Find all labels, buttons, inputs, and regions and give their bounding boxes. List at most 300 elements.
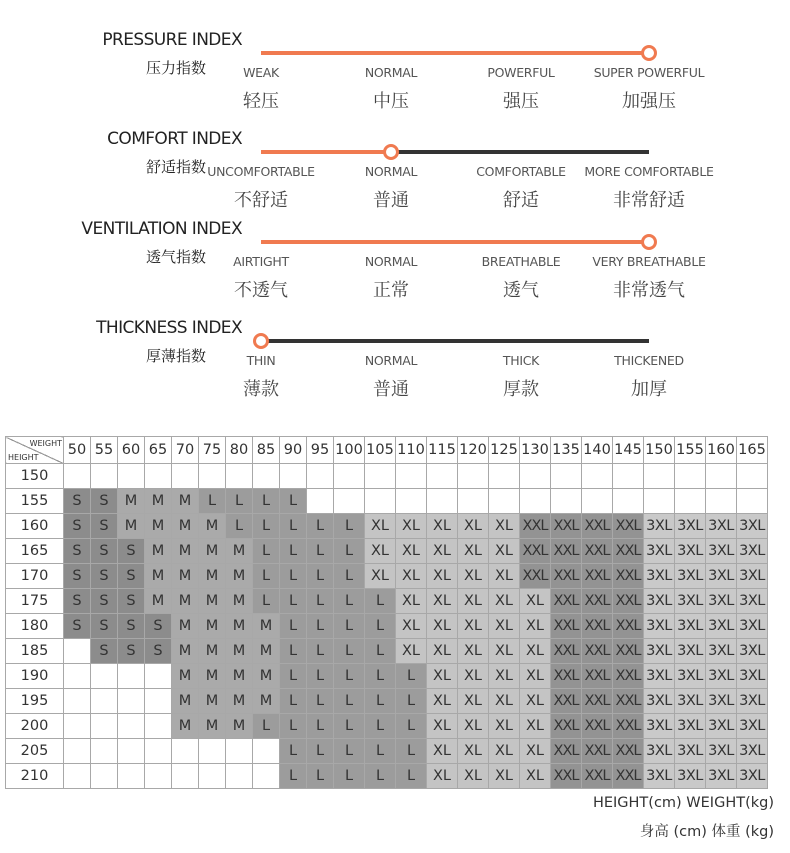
table-row [6,689,768,714]
size-cell: M [226,689,253,714]
size-cell: 3XL [737,564,768,589]
table-row [6,764,768,789]
size-cell [64,764,91,789]
size-cell: XL [427,539,458,564]
index-level-label-cn: 强压 [503,91,539,112]
size-cell: XL [396,639,427,664]
size-cell [172,764,199,789]
weight-header: 160 [706,437,737,464]
size-cell: 3XL [706,614,737,639]
index-level-label-cn: 非常舒适 [613,190,685,211]
index-track-filled [261,51,649,55]
size-cell: S [64,489,91,514]
size-cell: XL [458,739,489,764]
size-cell: XL [365,564,396,589]
height-header: 160 [6,514,64,539]
size-cell: L [396,739,427,764]
size-cell: 3XL [675,539,706,564]
size-cell: M [118,489,145,514]
weight-header: 80 [226,437,253,464]
height-header: 190 [6,664,64,689]
size-cell: 3XL [644,689,675,714]
size-cell: L [280,639,307,664]
size-cell: S [118,564,145,589]
size-cell: L [365,614,396,639]
size-cell [91,464,118,489]
index-level-label-cn: 加强压 [622,91,676,112]
size-cell: XXL [613,714,644,739]
size-cell: 3XL [737,589,768,614]
size-cell [253,464,280,489]
size-cell: M [226,539,253,564]
index-level-label-cn: 普通 [373,190,409,211]
size-cell: XL [427,714,458,739]
weight-header: 125 [489,437,520,464]
table-row [6,639,768,664]
size-cell: 3XL [737,764,768,789]
table-row [6,514,768,539]
size-cell: XL [396,514,427,539]
size-cell: L [307,664,334,689]
size-cell: M [226,589,253,614]
size-cell [145,764,172,789]
size-cell: XL [489,764,520,789]
size-cell: M [199,564,226,589]
size-cell [118,739,145,764]
size-cell [737,489,768,514]
index-title: PRESSURE INDEX [102,30,242,50]
size-cell: L [253,489,280,514]
size-cell: L [334,689,365,714]
size-cell [118,689,145,714]
weight-header: 95 [307,437,334,464]
corner-weight-label: WEIGHT [29,439,62,448]
size-cell: L [334,639,365,664]
size-cell: S [118,589,145,614]
index-level-label-cn: 中压 [373,91,409,112]
weight-header: 90 [280,437,307,464]
size-cell [706,464,737,489]
size-cell [582,489,613,514]
size-cell [172,739,199,764]
index-level-marker [383,144,399,160]
size-cell: L [365,739,396,764]
height-header: 170 [6,564,64,589]
size-cell: XXL [613,764,644,789]
size-cell: 3XL [706,639,737,664]
height-header: 165 [6,539,64,564]
size-cell: XXL [520,514,551,539]
size-cell: 3XL [644,514,675,539]
size-cell: M [199,714,226,739]
index-level-label-cn: 不舒适 [234,190,288,211]
height-header: 175 [6,589,64,614]
size-cell: XL [458,639,489,664]
size-cell: L [280,514,307,539]
weight-header: 85 [253,437,280,464]
size-cell: L [396,689,427,714]
size-cell: 3XL [706,514,737,539]
index-level-label: NORMAL [364,164,418,179]
size-cell: 3XL [737,714,768,739]
size-cell [427,464,458,489]
size-cell: 3XL [706,739,737,764]
size-cell: M [172,589,199,614]
size-cell [280,464,307,489]
size-cell: 3XL [644,564,675,589]
size-cell: L [253,714,280,739]
size-cell: M [172,489,199,514]
size-cell: XL [520,739,551,764]
weight-header: 130 [520,437,551,464]
weight-header: 75 [199,437,226,464]
size-cell: XL [427,514,458,539]
weight-header: 150 [644,437,675,464]
size-cell: L [334,589,365,614]
size-cell [365,489,396,514]
size-cell: S [91,564,118,589]
size-cell: L [253,564,280,589]
index-track-filled [261,150,391,154]
size-cell: XL [396,539,427,564]
weight-header: 55 [91,437,118,464]
size-cell: M [253,664,280,689]
size-cell [307,464,334,489]
size-cell: 3XL [644,539,675,564]
size-cell: M [199,639,226,664]
index-level-label: THICK [502,353,540,368]
size-cell: L [334,614,365,639]
size-cell [644,464,675,489]
size-cell: S [64,514,91,539]
table-row [6,589,768,614]
index-level-label: THIN [246,353,276,368]
size-cell [613,464,644,489]
height-header: 200 [6,714,64,739]
index-level-label: UNCOMFORTABLE [207,164,315,179]
size-cell: 3XL [675,589,706,614]
size-cell: 3XL [644,589,675,614]
size-cell: L [280,739,307,764]
size-cell: XL [427,739,458,764]
size-cell [396,464,427,489]
index-level-label-cn: 加厚 [631,379,667,400]
size-cell: M [199,539,226,564]
size-cell: XXL [551,714,582,739]
size-cell: XXL [613,664,644,689]
size-cell: L [334,714,365,739]
size-cell: XXL [582,639,613,664]
size-cell [199,764,226,789]
size-cell: XL [427,664,458,689]
size-cell: XL [489,714,520,739]
index-level-label-cn: 厚款 [503,379,539,400]
size-cell: XL [489,664,520,689]
size-cell: M [145,489,172,514]
size-cell [489,489,520,514]
size-cell: XL [458,614,489,639]
size-cell [64,639,91,664]
size-cell: M [199,664,226,689]
size-cell: M [172,539,199,564]
size-cell: XL [520,689,551,714]
index-level-label: SUPER POWERFUL [593,65,705,80]
size-cell: S [91,539,118,564]
size-cell: XXL [613,539,644,564]
size-cell: L [280,489,307,514]
size-cell: M [199,514,226,539]
size-cell: 3XL [706,589,737,614]
size-cell: XXL [613,739,644,764]
size-cell: M [199,589,226,614]
size-cell: XL [489,514,520,539]
size-cell [145,714,172,739]
size-cell: XL [520,764,551,789]
size-cell [64,714,91,739]
size-cell [675,489,706,514]
size-cell: XXL [613,639,644,664]
size-cell: XXL [551,539,582,564]
size-cell: S [64,589,91,614]
size-cell: L [334,564,365,589]
size-cell [64,464,91,489]
weight-header: 135 [551,437,582,464]
size-cell: XL [427,589,458,614]
size-cell: M [172,714,199,739]
index-level-label: VERY BREATHABLE [592,254,706,269]
size-chart-header-row [6,437,768,464]
size-cell [118,464,145,489]
size-cell: L [226,514,253,539]
size-cell: XL [489,639,520,664]
size-cell: XXL [551,639,582,664]
size-cell: 3XL [737,639,768,664]
size-cell: XL [520,639,551,664]
size-cell: L [307,739,334,764]
size-cell: 3XL [644,664,675,689]
size-cell: L [199,489,226,514]
size-cell: S [91,489,118,514]
size-cell: XXL [582,589,613,614]
size-cell: XL [489,589,520,614]
size-cell: XXL [613,564,644,589]
size-cell [706,489,737,514]
size-cell [199,464,226,489]
index-level-label-cn: 薄款 [243,379,279,400]
size-cell: XL [458,689,489,714]
size-cell: XXL [582,664,613,689]
footer-units-en: HEIGHT(cm) WEIGHT(kg) [592,795,774,811]
size-cell: 3XL [706,714,737,739]
size-cell: L [334,764,365,789]
weight-header: 140 [582,437,613,464]
weight-header: 50 [64,437,91,464]
size-cell: XL [427,764,458,789]
size-cell: S [91,614,118,639]
size-cell: XXL [582,714,613,739]
size-cell [334,489,365,514]
size-cell: L [307,639,334,664]
size-cell: L [307,614,334,639]
size-cell [199,739,226,764]
size-cell: L [253,514,280,539]
size-cell [118,664,145,689]
size-cell: XXL [582,614,613,639]
index-level-label: AIRTIGHT [233,254,289,269]
weight-header: 105 [365,437,396,464]
size-cell: XL [458,764,489,789]
index-track-empty [261,339,649,343]
index-level-label: MORE COMFORTABLE [584,164,714,179]
size-cell: XL [489,539,520,564]
size-cell [307,489,334,514]
size-cell: XL [396,564,427,589]
size-cell [145,739,172,764]
size-cell: XXL [582,689,613,714]
size-cell: 3XL [706,689,737,714]
index-level-label-cn: 舒适 [503,190,539,211]
size-cell: M [199,689,226,714]
index-title: THICKNESS INDEX [96,318,242,338]
size-cell: S [145,614,172,639]
size-cell [145,664,172,689]
size-cell: S [64,564,91,589]
size-cell [172,464,199,489]
size-cell: 3XL [737,539,768,564]
size-cell [118,714,145,739]
size-cell [145,464,172,489]
size-cell: M [226,564,253,589]
size-cell: M [145,564,172,589]
size-cell: M [172,689,199,714]
size-cell [613,489,644,514]
index-title-cn: 透气指数 [145,248,206,266]
size-cell: XL [458,589,489,614]
size-cell: L [396,714,427,739]
size-cell: XXL [613,514,644,539]
size-cell: L [307,589,334,614]
index-title-cn: 舒适指数 [145,158,206,176]
weight-header: 115 [427,437,458,464]
size-cell: XL [489,689,520,714]
index-level-label-cn: 轻压 [243,91,279,112]
size-cell: L [280,564,307,589]
index-level-label: POWERFUL [487,65,555,80]
size-cell: M [253,639,280,664]
size-cell: XL [520,714,551,739]
size-cell [675,464,706,489]
index-level-label: NORMAL [364,353,418,368]
size-cell [226,464,253,489]
size-chart-table [5,436,768,789]
size-cell: L [226,489,253,514]
size-cell: XXL [582,539,613,564]
size-cell [520,489,551,514]
size-cell: XXL [551,664,582,689]
size-cell [91,764,118,789]
table-row [6,714,768,739]
size-cell [91,689,118,714]
size-cell [91,739,118,764]
table-row [6,739,768,764]
size-cell: S [145,639,172,664]
size-cell [253,764,280,789]
size-cell: S [118,639,145,664]
footer-units-cn: 身高 (cm) 体重 (kg) [639,824,774,840]
size-cell: L [253,589,280,614]
size-cell: 3XL [675,714,706,739]
index-level-marker [641,234,657,250]
weight-header: 145 [613,437,644,464]
size-cell: XL [365,539,396,564]
index-title: VENTILATION INDEX [81,219,242,239]
size-cell: XL [520,664,551,689]
size-cell: M [226,664,253,689]
size-cell: M [172,639,199,664]
table-row [6,664,768,689]
size-cell [396,489,427,514]
size-cell: XL [458,539,489,564]
size-cell: XL [365,514,396,539]
height-header: 180 [6,614,64,639]
size-cell [64,664,91,689]
index-level-marker [641,45,657,61]
index-level-label-cn: 透气 [503,280,539,301]
index-level-label: THICKENED [614,353,684,368]
size-cell [91,714,118,739]
index-title-cn: 厚薄指数 [145,347,206,365]
size-cell: XL [489,564,520,589]
size-cell: XXL [551,764,582,789]
size-cell: XXL [613,614,644,639]
size-cell: 3XL [675,764,706,789]
size-cell: 3XL [675,639,706,664]
size-cell [551,464,582,489]
size-cell: XXL [551,589,582,614]
size-cell [226,764,253,789]
size-cell: XL [427,614,458,639]
size-cell: XXL [613,589,644,614]
size-cell: 3XL [706,564,737,589]
size-cell: M [172,514,199,539]
size-cell: XXL [551,689,582,714]
size-cell: M [172,664,199,689]
weight-header: 155 [675,437,706,464]
size-cell: XL [427,564,458,589]
size-cell: L [280,589,307,614]
size-cell [489,464,520,489]
size-cell: L [307,539,334,564]
index-level-label-cn: 普通 [373,379,409,400]
size-cell: M [145,514,172,539]
size-cell [334,464,365,489]
size-cell: XL [396,589,427,614]
size-cell: L [365,589,396,614]
weight-header: 100 [334,437,365,464]
size-cell: 3XL [706,764,737,789]
size-cell: M [172,564,199,589]
size-cell: S [91,514,118,539]
size-cell [145,689,172,714]
table-row [6,464,768,489]
size-cell: L [365,689,396,714]
index-level-label: NORMAL [364,65,418,80]
corner-height-label: HEIGHT [8,453,39,462]
size-cell: 3XL [675,514,706,539]
size-cell [226,739,253,764]
size-cell: M [199,614,226,639]
size-cell: M [226,714,253,739]
